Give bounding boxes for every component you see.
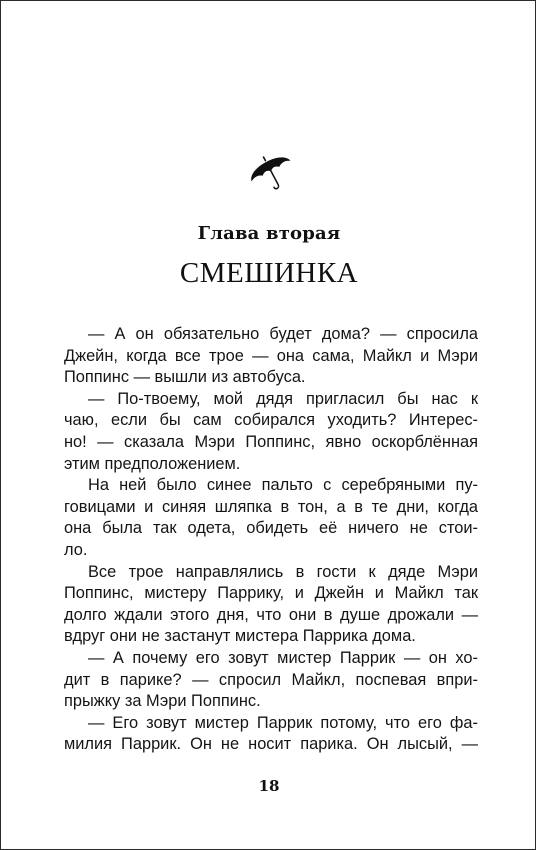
text-line: ло. bbox=[64, 540, 88, 559]
page-number: 18 bbox=[258, 777, 280, 795]
text-line: вдруг они не застанут мистера Паррика дома. bbox=[64, 627, 416, 646]
body-text bbox=[64, 324, 478, 756]
text-line: — Его зовут мистер Паррик потому, что его фа- bbox=[88, 713, 478, 732]
text-line: — А почему его зовут мистер Паррик — он хо- bbox=[88, 648, 478, 667]
text-line: Поппинс, мистеру Паррику, и Джейн и Майкл так bbox=[64, 584, 478, 603]
umbrella-icon bbox=[247, 151, 297, 195]
text-line: прыжку за Мэри Поппинс. bbox=[64, 692, 261, 711]
text-line: чаю, если бы сам собирался уходить? Интерес- bbox=[64, 411, 478, 430]
text-line: Поппинс — вышли из автобуса. bbox=[64, 368, 306, 387]
text-line: но! — сказала Мэри Поппинс, явно оскорблённая bbox=[64, 432, 478, 451]
text-line: дит в парике? — спросил Майкл, поспевая впри- bbox=[64, 670, 478, 689]
chapter-label: Глава вторая bbox=[197, 223, 341, 244]
text-line: она была так одета, обидеть её ничего не стои- bbox=[64, 519, 478, 538]
text-line: Джейн, когда все трое — она сама, Майкл и Мэри bbox=[64, 346, 478, 365]
text-line: На ней было синее пальто с серебряными пу- bbox=[88, 476, 478, 495]
text-line: милия Паррик. Он не носит парика. Он лысый, — bbox=[64, 735, 478, 754]
text-line: этим предположением. bbox=[64, 454, 241, 473]
text-line: Все трое направлялись в гости к дяде Мэри bbox=[88, 562, 478, 581]
text-line: говицами и синяя шляпка в тон, а в те дни, когда bbox=[64, 497, 478, 516]
text-line: — А он обязательно будет дома? — спросила bbox=[88, 325, 478, 343]
chapter-title: СМЕШИНКА bbox=[179, 257, 359, 289]
text-line: долго ждали этого дня, что они в душе дрожали — bbox=[64, 605, 478, 624]
text-line: — По-твоему, мой дядя пригласил бы нас к bbox=[88, 389, 478, 408]
